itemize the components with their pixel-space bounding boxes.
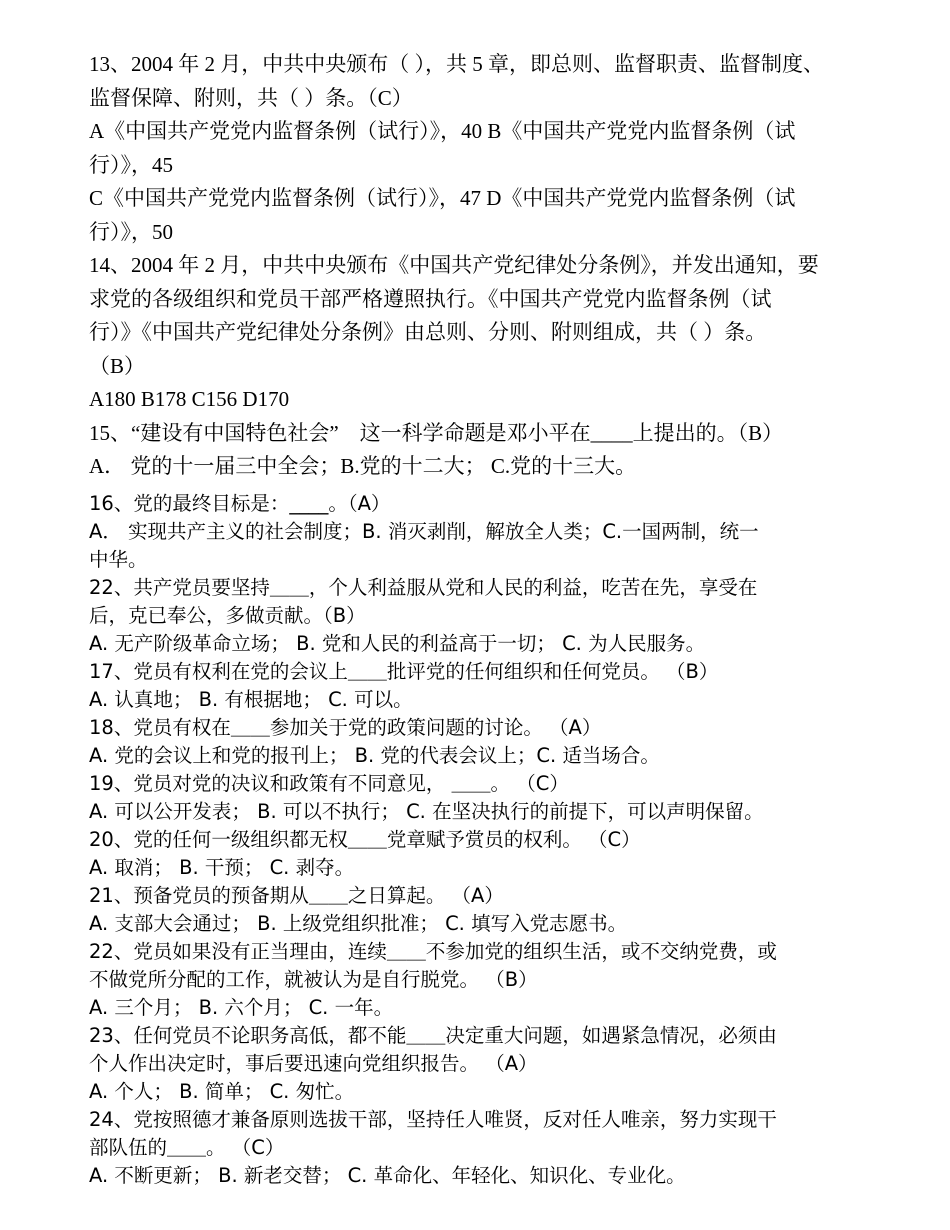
text-line: A. 不断更新； B. 新老交替； C. 革命化、年轻化、知识化、专业化。 [89, 1163, 686, 1187]
text-line: 17、党员有权利在党的会议上＿＿批评党的任何组织和任何党员。 （B） [89, 659, 719, 683]
text-line: A. 可以公开发表； B. 可以不执行； C. 在坚决执行的前提下，可以声明保留。 [89, 799, 764, 823]
text-line: 20、党的任何一级组织都无权＿＿党章赋予赏员的权利。 （C） [89, 827, 641, 851]
text-line: 15、“建设有中国特色社会” 这一科学命题是邓小平在____上提出的。（B） [89, 420, 784, 445]
text-line: 行）》，50 [89, 219, 173, 244]
text-line: A. 党的会议上和党的报刊上； B. 党的代表会议上；C. 适当场合。 [89, 743, 660, 767]
text-line: 监督保障、附则，共（ ）条。（C） [89, 85, 413, 110]
text-line: A． 实现共产主义的社会制度；B. 消灭剥削，解放全人类；C.一国两制，统一 [89, 519, 759, 543]
text-line: A． 党的十一届三中全会；B.党的十二大； C.党的十三大。 [89, 454, 637, 478]
text-line: 18、党员有权在＿＿参加关于党的政策问题的讨论。 （A） [89, 715, 602, 739]
text-line: 21、预备党员的预备期从＿＿之日算起。 （A） [89, 883, 504, 907]
text-line: 中华。 [89, 547, 148, 571]
text-line: 24、党按照德才兼备原则选拔干部，坚持任人唯贤，反对任人唯亲，努力实现干 [89, 1107, 777, 1131]
text-line: A. 认真地； B. 有根据地； C. 可以。 [89, 687, 413, 711]
text-line: 22、党员如果没有正当理由，连续＿＿不参加党的组织生活，或不交纳党费，或 [89, 939, 777, 963]
text-line: A. 无产阶级革命立场； B. 党和人民的利益高于一切； C. 为人民服务。 [89, 631, 706, 655]
text-line: 行）》，45 [89, 152, 173, 177]
question-block-serif [89, 48, 910, 484]
text-line: A. 个人； B. 简单； C. 匆忙。 [89, 1079, 355, 1103]
text-line: A. 支部大会通过； B. 上级党组织批准； C. 填写入党志愿书。 [89, 911, 628, 935]
text-line: A. 三个月； B. 六个月； C. 一年。 [89, 995, 394, 1019]
text-line: 19、党员对党的决议和政策有不同意见， ＿＿。 （C） [89, 771, 569, 795]
question-block-sans [89, 490, 910, 1190]
text-line: 部队伍的＿＿。 （C） [89, 1135, 285, 1159]
text-line: 后，克已奉公，多做贡献。（B） [89, 603, 366, 627]
text-line: A《中国共产党党内监督条例（试行）》，40 B《中国共产党党内监督条例（试 [89, 119, 796, 143]
text-line: 14、2004 年 2 月，中共中央颁布《中国共产党纪律处分条例》，并发出通知，要 [89, 253, 819, 277]
text-line: 16、党的最终目标是：____。（A） [89, 491, 391, 515]
text-line: 22、共产党员要坚持＿＿，个人利益服从党和人民的利益，吃苦在先，享受在 [89, 575, 758, 599]
text-line: 行）》《中国共产党纪律处分条例》由总则、分则、附则组成，共（ ）条。 [89, 320, 767, 344]
text-line: 23、任何党员不论职务高低，都不能＿＿决定重大问题，如遇紧急情况，必须由 [89, 1023, 777, 1047]
text-line: 不做党所分配的工作，就被认为是自行脱党。 （B） [89, 967, 538, 991]
text-line: A180 B178 C156 D170 [89, 387, 290, 411]
text-line: 求党的各级组织和党员干部严格遵照执行。《中国共产党党内监督条例（试 [89, 286, 772, 311]
text-line: C《中国共产党党内监督条例（试行）》，47 D《中国共产党党内监督条例（试 [89, 186, 796, 210]
text-line: 13、2004 年 2 月，中共中央颁布（ ），共 5 章，即总则、监督职责、监督制度、 [89, 52, 824, 76]
text-line: A. 取消； B. 干预； C. 剥夺。 [89, 855, 355, 879]
text-line: 个人作出决定时，事后要迅速向党组织报告。 （A） [89, 1051, 538, 1075]
text-line: （B） [89, 353, 146, 378]
